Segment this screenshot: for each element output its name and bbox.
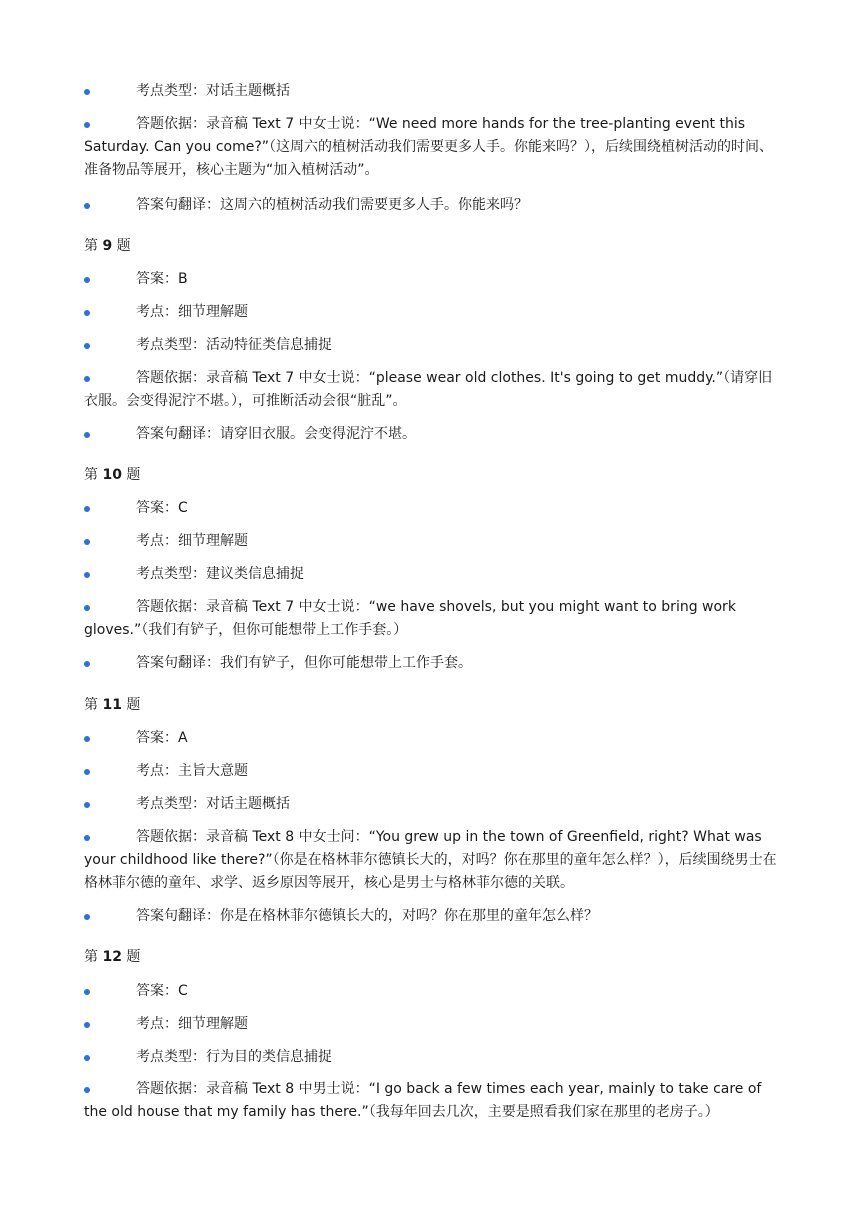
- question-heading: [84, 464, 786, 487]
- heading-suffix: 题: [121, 697, 141, 713]
- list-item: 考点类型：对话主题概括: [136, 83, 290, 99]
- heading-prefix: 第: [84, 697, 103, 713]
- list-item: 考点：细节理解题: [136, 1016, 248, 1032]
- list-item: 答案句翻译：我们有铲子，但你可能想带上工作手套。: [136, 655, 472, 671]
- list-item: 答题依据：录音稿 Text 7 中女士说：“we have shovels, but you might want to bring work gloves.”（我们有铲子，但你可能想带上工作手套。）: [84, 599, 736, 638]
- heading-suffix: 题: [121, 949, 141, 965]
- list-item: 考点：主旨大意题: [136, 763, 248, 779]
- list-item: 答案：C: [136, 983, 188, 999]
- list-item: 考点类型：对话主题概括: [136, 796, 290, 812]
- list-item: 考点类型：活动特征类信息捕捉: [136, 337, 332, 353]
- heading-prefix: 第: [84, 238, 103, 254]
- list-item: 答案：B: [136, 271, 188, 287]
- question-number: 12: [102, 949, 122, 965]
- list-item: 考点：细节理解题: [136, 304, 248, 320]
- heading-suffix: 题: [112, 238, 131, 254]
- heading-suffix: 题: [121, 467, 141, 483]
- question-number: 11: [102, 697, 122, 713]
- question-heading: [84, 694, 786, 717]
- question-number: 10: [102, 467, 122, 483]
- list-item: 答题依据：录音稿 Text 7 中女士说：“We need more hands for the tree-planting event this Saturday. Can you come?”（这周六的植树活动我们需要更多人手。你能来吗？），后续围绕植树活动的时间、准备物品等展开，核心主题为“加入植树活动”。: [84, 116, 774, 178]
- list-item: 答案句翻译：请穿旧衣服。会变得泥泞不堪。: [136, 426, 416, 442]
- list-item: 考点类型：建议类信息捕捉: [136, 566, 304, 582]
- question-number: 9: [102, 238, 113, 254]
- list-item: 考点类型：行为目的类信息捕捉: [136, 1049, 332, 1065]
- list-item: 考点：细节理解题: [136, 533, 248, 549]
- heading-prefix: 第: [84, 467, 103, 483]
- list-item: 答题依据：录音稿 Text 7 中女士说：“please wear old clothes. It's going to get muddy.”（请穿旧衣服。会变得泥泞不堪。），可推断活动会很“脏乱”。: [84, 370, 773, 409]
- list-item: 答案句翻译：这周六的植树活动我们需要更多人手。你能来吗？: [136, 197, 528, 213]
- list-item: 答案：C: [136, 500, 188, 516]
- list-item: 答案：A: [136, 730, 188, 746]
- question-heading: [84, 235, 786, 258]
- heading-prefix: 第: [84, 949, 103, 965]
- question-heading: [84, 946, 786, 969]
- list-item: 答题依据：录音稿 Text 8 中女士问：“You grew up in the town of Greenfield, right? What was your childhood like there?”（你是在格林菲尔德镇长大的，对吗？你在那里的童年怎么样？），后续围绕男士在格林菲尔德的童年、求学、返乡原因等展开，核心是男士与格林菲尔德的关联。: [84, 829, 777, 891]
- list-item: 答题依据：录音稿 Text 8 中男士说：“I go back a few times each year, mainly to take care of the old house that my family has there.”（我每年回去几次，主要是照看我们家在那里的老房子。）: [84, 1081, 762, 1120]
- list-item: 答案句翻译：你是在格林菲尔德镇长大的，对吗？你在那里的童年怎么样？: [136, 908, 598, 924]
